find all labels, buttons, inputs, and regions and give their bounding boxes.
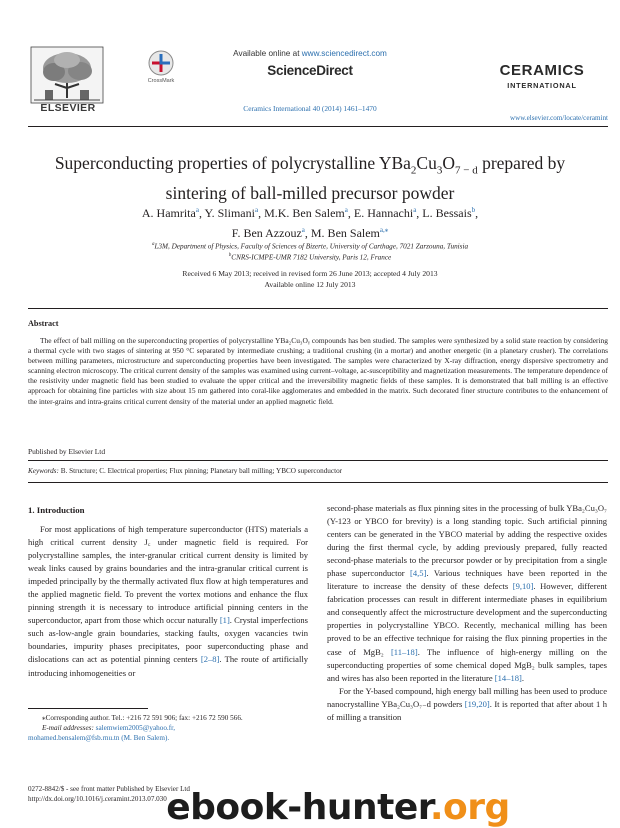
title-subscript: 2	[410, 164, 417, 177]
issn-line: 0272-8842/$ - see front matter Published by Elsevier Ltd	[28, 785, 190, 793]
author[interactable]: Y. Slimani$^a$	[204, 206, 259, 220]
title-subscript: 7 − d	[454, 164, 478, 177]
keywords-label: Keywords:	[28, 467, 59, 475]
affiliation-b: $^b$CNRS-ICMPE-UMR 7182 University, Paris 12, France	[228, 253, 392, 262]
title-part: O	[442, 153, 455, 173]
author[interactable]: L. Bessais$^b$	[422, 206, 476, 220]
section-heading-introduction: 1. Introduction	[28, 505, 85, 515]
footnotes	[28, 713, 308, 743]
citation-link[interactable]: [14–18]	[494, 672, 522, 683]
abstract-heading: Abstract	[28, 319, 59, 328]
published-by: Published by Elsevier Ltd	[28, 447, 106, 456]
email-link[interactable]: salemwiem2005@yahoo.fr,	[95, 724, 176, 732]
right-column	[327, 502, 607, 724]
intro-paragraph-2: For the Y-based compound, high energy ball milling has been used to produce nanocrystalline YBa₂Cu₃O₇₋d powders [19,20]. It is reported that after about 1 h of milling a transition	[327, 685, 607, 722]
email-link[interactable]: mohamed.bensalem@fsb.rnu.tn (M. Ben Salem).	[28, 734, 170, 742]
title-line-2: sintering of ball-milled precursor powder	[165, 182, 455, 203]
corresponding-author-note: ⁎Corresponding author. Tel.: +216 72 591 906; fax: +216 72 590 566.	[42, 714, 243, 722]
citation-link[interactable]: [11–18]	[390, 646, 418, 657]
crossmark-icon[interactable]	[148, 50, 174, 76]
publisher-wordmark: ELSEVIER	[40, 102, 96, 114]
article-title	[38, 152, 582, 204]
intro-paragraph-1: For most applications of high temperature superconductor (HTS) materials a high critical current density J꜀ under magnetic field is required. For polycrystalline samples, the inter-granular critical current density is limited by weak links caused by grains boundaries and the intra-granular critical current is impeded principally by the thermally activated flux flow at high temperatures and the applied magnetic field. To prevent the vortex motions and enhance the flux pinning strength it is necessary to introduce artificial pinning centers in the superconductor, apart from those which occur naturally [1]. Crystal imperfections such as-low-angle grain boundaries, stacking faults, oxygen vacancies twin boundaries, impurity phases precipitates, poor superconducting phase and dislocations can act as potential pinning centers [2–8]. The route of artificially introducing inhomogeneities or	[28, 524, 309, 678]
author[interactable]: A. Hamrita$^a$	[141, 206, 199, 220]
sciencedirect-link[interactable]: www.sciencedirect.com	[301, 49, 387, 58]
available-prefix: Available online at	[233, 49, 302, 58]
abstract-bottom-divider	[28, 482, 608, 483]
author[interactable]: M. Ben Salem$^{a,⁎}$	[310, 226, 389, 240]
author[interactable]: F. Ben Azzouz$^a$	[231, 226, 305, 240]
received-dates: Received 6 May 2013; received in revised form 26 June 2013; accepted 4 July 2013	[182, 269, 438, 278]
left-column	[28, 523, 308, 680]
available-online-line	[212, 49, 408, 58]
online-date: Available online 12 July 2013	[264, 279, 356, 289]
citation-link[interactable]: [1]	[219, 615, 230, 626]
article-history	[60, 269, 560, 290]
journal-homepage-link[interactable]: www.elsevier.com/locate/ceramint	[509, 114, 608, 122]
affiliation-a: $^a$L3M, Department of Physics, Faculty of Sciences of Bizerte, University of Carthage, 7021 Zarzouna, Tunisia	[151, 242, 469, 251]
citation-link[interactable]: [4,5]	[410, 568, 427, 579]
title-part: prepared by	[477, 153, 566, 173]
abstract-top-divider	[28, 308, 608, 309]
footnote-divider	[28, 708, 148, 709]
doi-link[interactable]: http://dx.doi.org/10.1016/j.ceramint.2013.07.030	[28, 795, 167, 803]
intro-paragraph-continued: second-phase materials as flux pinning sites in the processing of bulk YBa₂Cu₃O₇ (Y-123 or YBCO for brevity) is a long standing topic. Such artificial pinning centers can be generated in the YBCO material by adding the respective oxides during the first thermal cycle, by adding previously prepared, fully reacted second-phase materials to the precursor powder or by precipitation from a single phase superconductor [4,5]. Various techniques have been reported in the literature to increase the density of these defects [9,10]. However, different fabrication processes can result in different intermediate phases in equilibrium and consequently affect the microstructure development and the superconducting properties in polycrystalline YBCO. Recently, mechanical milling has been proved to be an effective technique for raising the flux pinning properties in the case of MgB₂ [11–18]. The influence of high-energy milling on the superconducting properties of some chemical doped MgB₂ bulk samples, tapes and wires has also been reported in the literature [14–18].	[327, 503, 608, 683]
keywords-list: B. Structure; C. Electrical properties; Flux pinning; Planetary ball milling; YBCO superconductor	[58, 467, 343, 475]
header-divider	[28, 126, 608, 127]
abstract-body: The effect of ball milling on the superconducting properties of polycrystalline YBa₂Cu₃Oᵧ compounds has ben studied. The samples were synthesized by a solid state reaction by considering a thermal cycle with two stages of sintering at 950 °C separated by intermediate crushing; a traditional crushing (in a mortar) and another energetic (in a planetary crusher). The correlations between milling parameters, microstructure and superconducting properties have been investigated. The samples were characterized by X-ray diffraction, energy dispersive spectrometry and scanning electron microscopy. The critical current density of the samples was examined using current–voltage, ac-susceptibility and magnetization measurements. The temperature dependence of the resistivity under magnetic field has been studied to evaluate the upper critical and the irreversibility magnetic fields of these samples. It is demonstrated that ball milling is an effective approach for obtaining fine particles with size about 15 nm gathered into coral-like agglomerates and embedded in the matrix. Such decorated finer structure contributes to the enhancement of the inter-grains and intra-grains critical current density of the material under an applied magnetic field.	[28, 336, 608, 406]
title-subscript: 3	[436, 164, 443, 177]
email-line: E-mail addresses: salemwiem2005@yahoo.fr,	[42, 724, 176, 732]
crossmark-label: CrossMark	[147, 78, 175, 84]
affiliations	[60, 240, 560, 263]
author[interactable]: E. Hannachi$^a$	[353, 206, 417, 220]
title-part: Cu	[416, 153, 437, 173]
watermark-logo: ebook-hunter.org	[166, 787, 510, 828]
author-list: A. Hamrita$^a$, Y. Slimani$^a$, M.K. Ben Salem$^a$, E. Hannachi$^a$, L. Bessais$^b$, F. Ben Azzouz$^a$, M. Ben Salem$^{a,⁎}$	[141, 206, 479, 240]
journal-name-secondary: INTERNATIONAL	[507, 81, 577, 90]
journal-name-primary: CERAMICS	[499, 62, 585, 79]
citation-link[interactable]: [2–8]	[200, 654, 220, 665]
journal-reference-link[interactable]: Ceramics International 40 (2014) 1461–1470	[243, 104, 377, 113]
sciencedirect-logo-text: ScienceDirect	[267, 63, 353, 78]
author[interactable]: M.K. Ben Salem$^a$	[264, 206, 348, 220]
keywords-line	[28, 467, 608, 475]
keywords-divider	[28, 460, 608, 461]
citation-link[interactable]: [9,10]	[512, 581, 534, 592]
title-part: Superconducting properties of polycrystalline YBa	[54, 153, 411, 173]
citation-link[interactable]: [19,20]	[464, 698, 490, 709]
